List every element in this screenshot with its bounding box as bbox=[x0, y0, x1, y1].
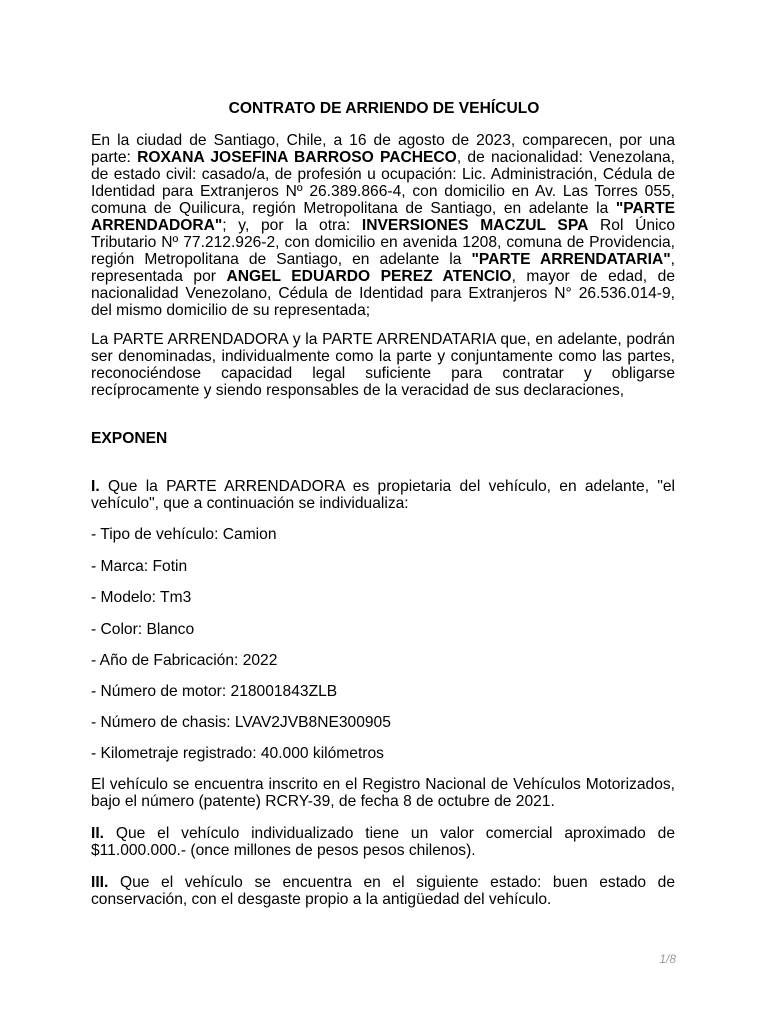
section-heading: EXPONEN bbox=[91, 430, 168, 447]
registration-paragraph: El vehículo se encuentra inscrito en el Registro Nacional de Vehículos Motorizados, bajo el número (patente) RCRY-39, de fecha 8 de octubre de 2021. bbox=[91, 776, 675, 810]
lessee-name: INVERSIONES MACZUL SPA bbox=[361, 217, 589, 234]
clause-text: Que la PARTE ARRENDADORA es propietaria del vehículo, en adelante, "el vehículo", que a continuación se individualiza: bbox=[91, 478, 675, 512]
vehicle-item: - Color: Blanco bbox=[91, 621, 195, 638]
vehicle-item: - Número de motor: 218001843ZLB bbox=[91, 683, 338, 700]
vehicle-item: - Marca: Fotin bbox=[91, 558, 188, 575]
vehicle-item: - Número de chasis: LVAV2JVB8NE300905 bbox=[91, 714, 391, 731]
clause-number: II. bbox=[91, 825, 104, 842]
clause-iii bbox=[91, 874, 675, 908]
clause-number: I. bbox=[91, 478, 100, 495]
lessor-role: "PARTE ARRENDADORA" bbox=[91, 200, 675, 234]
vehicle-item: - Modelo: Tm3 bbox=[91, 589, 192, 606]
page-number: 1/8 bbox=[659, 952, 676, 966]
clause-text: Que el vehículo individualizado tiene un valor comercial aproximado de $11.000.000.- (once millones de pesos pesos chilenos). bbox=[91, 825, 675, 859]
representative-name: ANGEL EDUARDO PEREZ ATENCIO bbox=[226, 268, 512, 285]
clause-text: Que el vehículo se encuentra en el siguiente estado: buen estado de conservación, con el desgaste propio a la antigüedad del vehículo. bbox=[91, 874, 675, 908]
document-title: CONTRATO DE ARRIENDO DE VEHÍCULO bbox=[228, 100, 540, 117]
lessor-name: ROXANA JOSEFINA BARROSO PACHECO bbox=[137, 149, 457, 166]
capacity-paragraph: La PARTE ARRENDADORA y la PARTE ARRENDATARIA que, en adelante, podrán ser denominadas, individualmente como la parte y conjuntamente como las partes, reconociéndose capacidad legal suficiente para contratar y obligarse recíprocamente y siendo responsables de la veracidad de sus declaraciones, bbox=[91, 331, 675, 399]
vehicle-item: - Año de Fabricación: 2022 bbox=[91, 652, 278, 669]
parties-paragraph bbox=[91, 132, 675, 319]
text: ; y, por la otra: bbox=[222, 217, 362, 234]
text: En la ciudad de Santiago, Chile, a 16 de agosto de 2023, comparecen, por una parte: bbox=[91, 132, 675, 166]
text: , representada por bbox=[91, 251, 675, 285]
clause-ii bbox=[91, 825, 675, 859]
lessee-role: "PARTE ARRENDATARIA" bbox=[471, 251, 671, 268]
vehicle-item: - Tipo de vehículo: Camion bbox=[91, 526, 277, 543]
clause-number: III. bbox=[91, 874, 109, 891]
vehicle-item: - Kilometraje registrado: 40.000 kilómetros bbox=[91, 745, 384, 762]
clause-i bbox=[91, 478, 675, 512]
text: , mayor de edad, de nacionalidad Venezolano, Cédula de Identidad para Extranjeros N° 26.536.014-9, del mismo domicilio de su representada; bbox=[91, 268, 675, 319]
text: Rol Único Tributario Nº 77.212.926-2, con domicilio en avenida 1208, comuna de Providencia, región Metropolitana de Santiago, en adelante la bbox=[91, 217, 675, 268]
text: , de nacionalidad: Venezolana, de estado civil: casado/a, de profesión u ocupación: Lic. Administración, Cédula de Identidad para Extranjeros Nº 26.389.866-4, con domicilio en Av. Las Torres 055, comuna de Quilicura, región Metropolitana de Santiago, en adelante la bbox=[91, 149, 675, 217]
